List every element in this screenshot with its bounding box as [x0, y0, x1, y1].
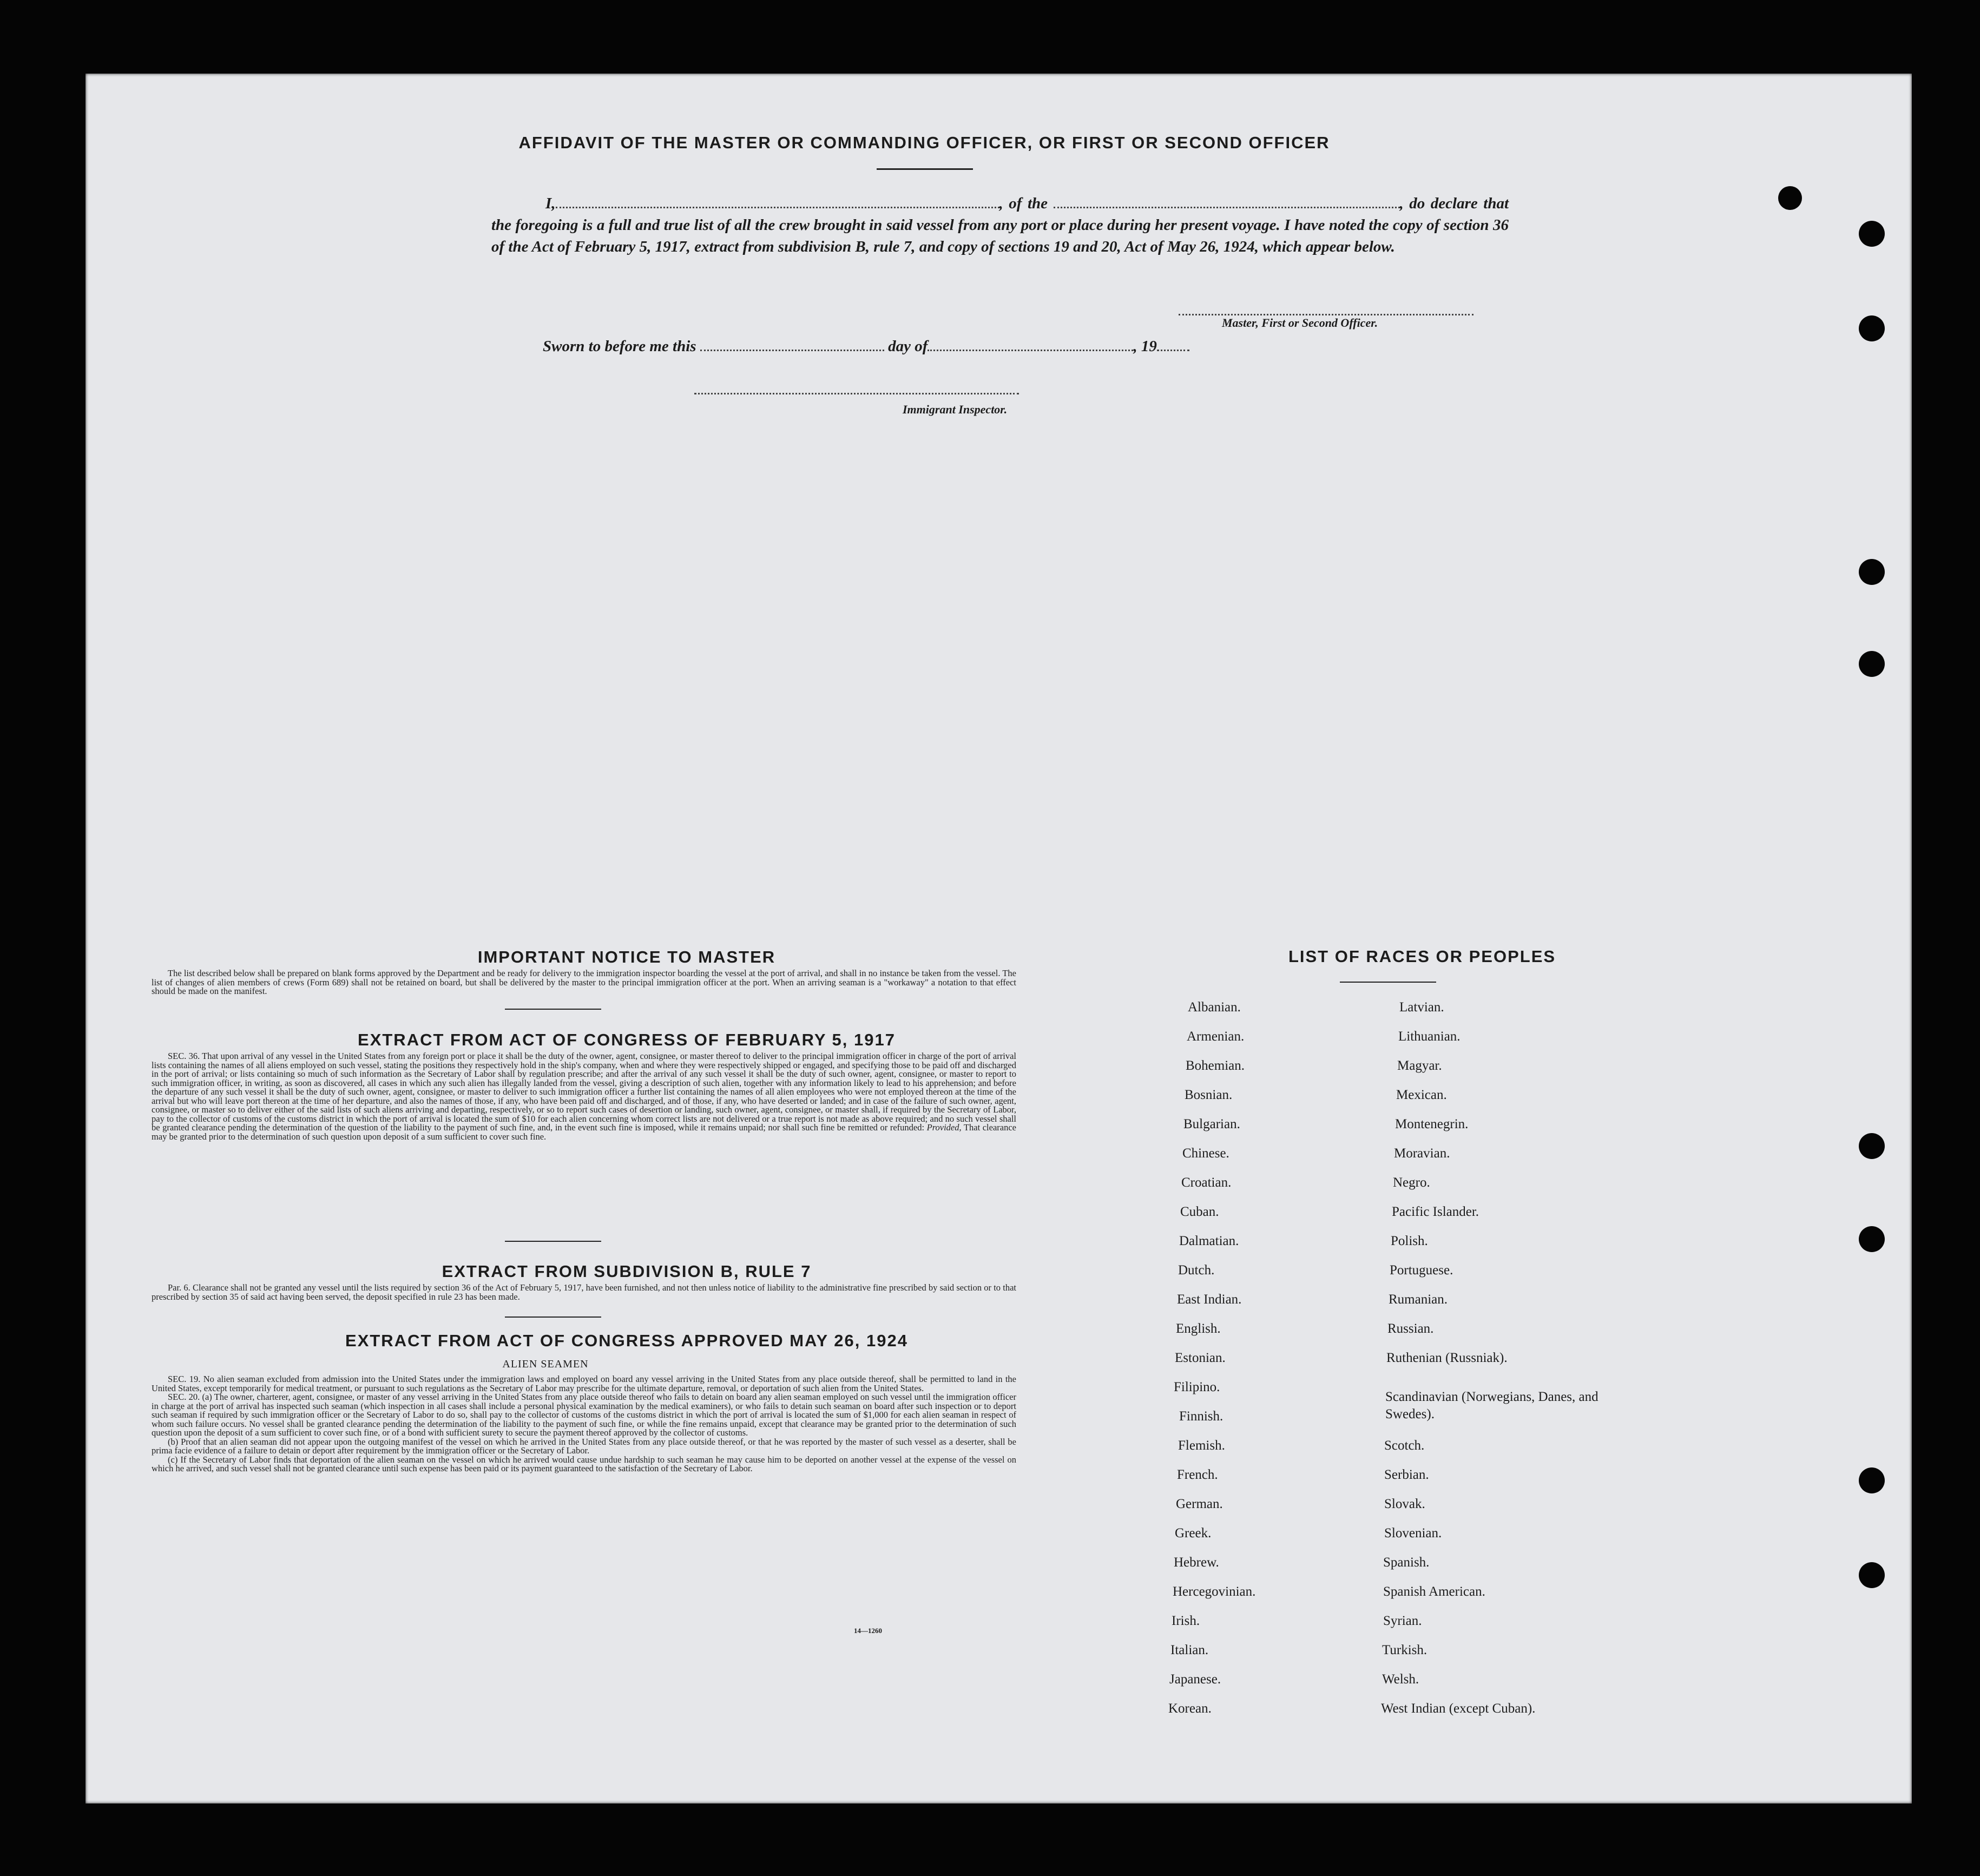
race-item: Bosnian.: [1185, 1088, 1233, 1102]
section-rule: [505, 1009, 601, 1010]
master-signature-label: Master, First or Second Officer.: [1222, 316, 1378, 330]
rule7-paragraph: Par. 6. Clearance shall not be granted any vessel until the lists required by section 36 of the Act of February 5, 1917, have been furnished, and not then unless notice of liability to the administrative fine prescribed by said section or to that prescribed by section 35 of said act having been served, the deposit specified in rule 23 has been made.: [152, 1282, 1016, 1302]
race-item: Filipino.: [1174, 1380, 1220, 1394]
rule7-title: EXTRACT FROM SUBDIVISION B, RULE 7: [442, 1262, 812, 1281]
affidavit-do-declare: , do declare: [1399, 195, 1478, 212]
sec20a-paragraph: SEC. 20. (a) The owner, charterer, agent, consignee, or master of any vessel arriving in the United States from any place outside thereof who fails to detain on board any alien seaman employed on such vessel until the immigration officer in charge at the port of arrival has inspected such seaman (which inspection in all cases shall include a personal physical examination by the medical examiners), or who fails to detain such seaman on board after such inspection or to deport such seaman if required by such immigration officer or the Secretary of Labor to do so, shall pay to the collector of customs of the customs district in which the port of arrival is located the sum of $1,000 for each alien seaman in respect of whom such failure occurs. No vessel shall be granted clearance pending the determination of the liability to the payment of such fine, or while the fine remains unpaid, except that clearance may be granted prior to the determination of such question upon the deposit of a sum sufficient to cover such fine, or of a bond with sufficient surety to secure the payment thereof approved by the collector of customs.: [152, 1392, 1016, 1438]
race-item: West Indian (except Cuban).: [1381, 1701, 1536, 1716]
affidavit-body: [491, 193, 1509, 258]
master-signature-line[interactable]: [1179, 314, 1474, 315]
race-item: Polish.: [1391, 1234, 1428, 1248]
binder-hole: [1859, 651, 1885, 677]
sworn-year-field[interactable]: [1157, 335, 1189, 351]
race-item: Dalmatian.: [1179, 1234, 1239, 1248]
race-item: French.: [1177, 1467, 1218, 1482]
race-item: Portuguese.: [1390, 1263, 1453, 1278]
race-item: Negro.: [1393, 1175, 1430, 1190]
race-item: Irish.: [1172, 1614, 1200, 1628]
sec36-text-end: That clearance may be granted prior to the determination of such question upon deposit of a sum sufficient to cover such fine.: [152, 1122, 1017, 1142]
sworn-day-field[interactable]: [700, 335, 884, 351]
sworn-month-field[interactable]: [927, 335, 1133, 351]
notice-paragraph: The list described below shall be prepared on blank forms approved by the Department and be ready for delivery to the immigration inspector boarding the vessel at the port of arrival, and shall in no instance be taken from the vessel. The list of changes of alien members of crews (Form 689) shall not be retained on board, but shall be delivered by the master to the principal immigration officer at the port. When an arriving seaman is a "workaway" a notation to that effect should be made on the manifest.: [152, 968, 1016, 996]
extract-1917-title: EXTRACT FROM ACT OF CONGRESS OF FEBRUARY 5, 1917: [358, 1030, 896, 1049]
vessel-field[interactable]: [1054, 193, 1400, 208]
race-item: Croatian.: [1181, 1175, 1232, 1190]
form-number: 14—1260: [854, 1627, 882, 1635]
race-item: Flemish.: [1178, 1438, 1225, 1453]
section-rule: [505, 1241, 601, 1242]
binder-hole: [1859, 315, 1885, 341]
affidavit-i: I,: [545, 195, 556, 212]
race-item: English.: [1176, 1321, 1221, 1336]
race-item: Chinese.: [1182, 1146, 1229, 1161]
race-item: Welsh.: [1382, 1672, 1419, 1687]
race-item: Slovak.: [1384, 1497, 1425, 1511]
binder-hole: [1859, 1226, 1885, 1252]
section-rule: [505, 1317, 601, 1318]
notice-text: [152, 969, 1016, 996]
binder-hole: [1859, 1562, 1885, 1588]
race-item: Turkish.: [1382, 1643, 1428, 1657]
race-item: Hercegovinian.: [1173, 1584, 1256, 1599]
inspector-signature-label: Immigrant Inspector.: [903, 403, 1008, 416]
sec36-provided: Provided,: [926, 1122, 962, 1133]
race-item: Latvian.: [1399, 1000, 1444, 1015]
binder-hole: [1859, 1133, 1885, 1159]
race-item: Cuban.: [1180, 1204, 1219, 1219]
race-item: Mexican.: [1396, 1088, 1447, 1102]
extract-1924-text: [152, 1375, 1016, 1473]
race-item: Bohemian.: [1186, 1058, 1245, 1073]
sworn-line: [543, 335, 1189, 356]
binder-hole: [1859, 1467, 1885, 1493]
sec20b-paragraph: (b) Proof that an alien seaman did not appear upon the outgoing manifest of the vessel on which he arrived in the United States from any place outside thereof, or that he was reported by the master of such vessel as a deserter, shall be prima facie evidence of a failure to detain or deport after requirement by the immigration officer or the Secretary of Labor.: [152, 1436, 1016, 1456]
races-title-rule: [1340, 982, 1436, 983]
race-item: Estonian.: [1175, 1351, 1226, 1365]
sworn-day-of: day of: [888, 338, 928, 355]
race-item: Moravian.: [1394, 1146, 1450, 1161]
race-item: Finnish.: [1179, 1409, 1223, 1424]
race-item: Rumanian.: [1389, 1292, 1448, 1307]
title-rule: [877, 168, 973, 170]
alien-seamen-subtitle: ALIEN SEAMEN: [502, 1358, 589, 1370]
races-title: LIST OF RACES OR PEOPLES: [1288, 947, 1556, 966]
affidavit-title: AFFIDAVIT OF THE MASTER OR COMMANDING OFFICER, OR FIRST OR SECOND OFFICER: [518, 133, 1330, 152]
sworn-prefix: Sworn to before me this: [543, 338, 696, 355]
race-item: Scotch.: [1384, 1438, 1425, 1453]
race-item: East Indian.: [1177, 1292, 1242, 1307]
race-item: Ruthenian (Russniak).: [1386, 1351, 1508, 1365]
race-item: Hebrew.: [1174, 1555, 1219, 1570]
extract-1917-text: [152, 1052, 1016, 1141]
race-item: Magyar.: [1397, 1058, 1442, 1073]
race-item: Albanian.: [1188, 1000, 1241, 1015]
inspector-signature-line[interactable]: [694, 393, 1019, 394]
race-item: Lithuanian.: [1398, 1029, 1461, 1044]
race-item: Armenian.: [1187, 1029, 1245, 1044]
affidavit-statement: that the foregoing is a full and true list of all the crew brought in said vessel from any port or place during her present voyage. I have noted the copy of section 36 of the Act of February 5, 1917, extract from subdivision B, rule 7, and copy of sections 19 and 20, Act of May 26, 1924, which appear below.: [491, 195, 1509, 255]
binder-hole: [1778, 186, 1802, 210]
race-item: Pacific Islander.: [1392, 1204, 1479, 1219]
notice-title: IMPORTANT NOTICE TO MASTER: [477, 947, 776, 966]
affidavit-of-the: , of the: [999, 195, 1048, 212]
race-item: Syrian.: [1383, 1614, 1422, 1628]
sec20c-paragraph: (c) If the Secretary of Labor finds that deportation of the alien seaman on the vessel on which he arrived would cause undue hardship to such seaman he may cause him to be deported on another vessel at the expense of the vessel on which he arrived, and such vessel shall not be granted clearance until such expense has been paid or its payment guaranteed to the satisfaction of the Secretary of Labor.: [152, 1454, 1016, 1473]
binder-hole: [1859, 221, 1885, 247]
race-item: Dutch.: [1178, 1263, 1215, 1278]
race-item: Spanish American.: [1383, 1584, 1485, 1599]
form-sheet: [85, 74, 1912, 1803]
sec19-paragraph: SEC. 19. No alien seaman excluded from admission into the United States under the immigration laws and employed on board any vessel arriving in the United States from any place outside thereof, shall be permitted to land in the United States, except temporarily for medical treatment, or pursuant to such regulations as the Secretary of Labor may prescribe for the ultimate departure, removal, or deportation of such alien from the United States.: [152, 1374, 1016, 1393]
race-item: Korean.: [1168, 1701, 1212, 1716]
race-item: Russian.: [1387, 1321, 1434, 1336]
sworn-year-prefix: , 19: [1133, 338, 1157, 355]
race-item: Montenegrin.: [1395, 1117, 1469, 1131]
race-item: Japanese.: [1169, 1672, 1221, 1687]
race-item: Spanish.: [1383, 1555, 1430, 1570]
extract-1924-title: EXTRACT FROM ACT OF CONGRESS APPROVED MAY 26, 1924: [345, 1331, 908, 1350]
race-item: Scandinavian (Norwegians, Danes, and Swedes).: [1385, 1390, 1599, 1421]
race-item: Slovenian.: [1384, 1526, 1442, 1541]
race-item: Bulgarian.: [1183, 1117, 1240, 1131]
race-item: Italian.: [1170, 1643, 1209, 1657]
name-field[interactable]: [556, 193, 999, 208]
binder-hole: [1859, 559, 1885, 585]
race-item: Serbian.: [1384, 1467, 1429, 1482]
race-item: Greek.: [1175, 1526, 1212, 1541]
race-item: German.: [1176, 1497, 1223, 1511]
sec36-text: SEC. 36. That upon arrival of any vessel in the United States from any foreign port or place it shall be the duty of the owner, agent, consignee, or master thereof to deliver to the principal immigration officer in charge of the port of arrival lists containing the names of all aliens employed on such vessel, stating the positions they respectively hold in the ship's company, when and where they were respectively shipped or engaged, and specifying those to be paid off and discharged in the port of arrival; or lists containing so much of such information as the Secretary of Labor shall by regulation prescribe; and after the arrival of any such vessel it shall be the duty of such owner, agent, consignee, or master to report to such immigration officer, in writing, as soon as discovered, all cases in which any such alien has illegally landed from the vessel, giving a description of such alien, together with any information likely to lead to his apprehension; and before the departure of any such vessel it shall be the duty of such owner, agent, consignee, or master to deliver to such immigration officer a further list containing the names of all alien employees who were not employed thereon at the time of the arrival but who will leave port thereon at the time of her departure, and also the names of those, if any, who have been paid off and discharged, and of those, if any, who have deserted or landed; and in case of the failure of such owner, agent, consignee, or master so to deliver either of the said lists of such aliens arriving and departing, respectively, or so to report such cases of desertion or landing, such owner, agent, consignee, or master shall, if required by the Secretary of Labor, pay to the collector of customs of the customs district in which the port of arrival is located the sum of $10 for each alien concerning whom correct lists are not delivered or a true report is not made as above required; and no such vessel shall be granted clearance pending the determination of the question of the liability to the payment of such fine, and, in the event such fine is imposed, while it remains unpaid; nor shall such fine be remitted or refunded:: [152, 1051, 1016, 1133]
rule7-text: [152, 1283, 1016, 1301]
